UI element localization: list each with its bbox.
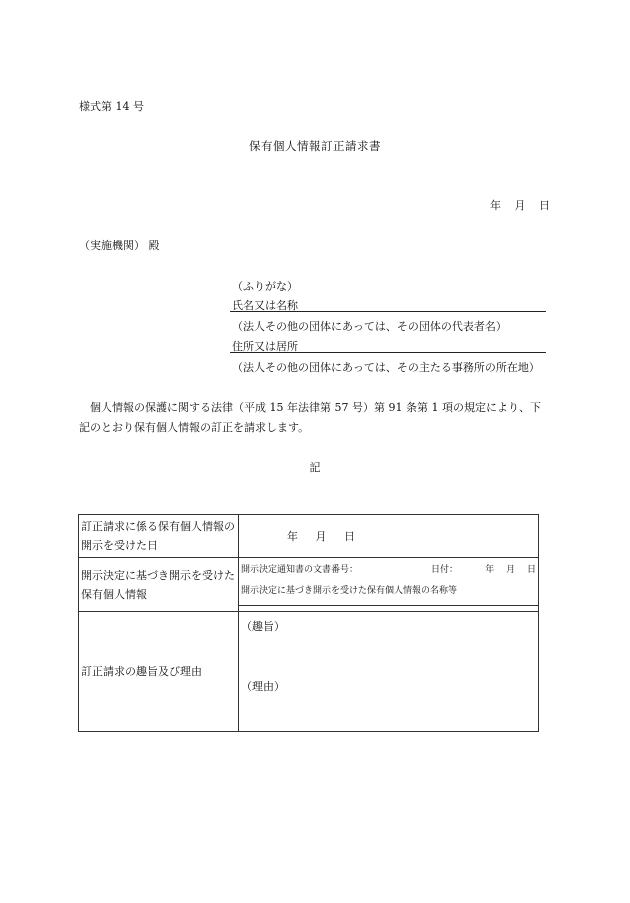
notice-date-label: 日付： — [431, 565, 459, 575]
request-table — [78, 514, 539, 732]
table-row — [79, 515, 539, 558]
request-date-line: 年 月 日 — [490, 199, 550, 212]
notice-number-label: 開示決定通知書の文書番号： — [241, 565, 359, 575]
name-label: 氏名又は名称 — [232, 299, 298, 312]
name-underline — [230, 311, 546, 312]
office-note: （法人その他の団体にあっては、その主たる事務所の所在地） — [232, 361, 540, 374]
reason-label: （理由） — [241, 680, 285, 693]
purpose-reason-label: 訂正請求の趣旨及び理由 — [79, 612, 239, 732]
double-rule — [239, 605, 538, 608]
address-label: 住所又は居所 — [232, 340, 298, 353]
disclosed-info-label: 開示決定に基づき開示を受けた保有個人情報 — [79, 558, 239, 612]
request-statement: 個人情報の保護に関する法律（平成 15 年法律第 57 号）第 91 条第 1 項の規定により、下記のとおり保有個人情報の訂正を請求します。 — [79, 401, 541, 434]
disclosed-info-field[interactable] — [239, 558, 539, 612]
disclosure-date-field[interactable]: 年 月 日 — [239, 515, 539, 558]
notice-date-ymd: 年 月 日 — [485, 565, 536, 575]
representative-note: （法人その他の団体にあっては、その団体の代表者名） — [232, 320, 507, 333]
furigana-label: （ふりがな） — [232, 280, 298, 293]
table-row — [79, 558, 539, 612]
table-row — [79, 612, 539, 732]
info-name-label: 開示決定に基づき開示を受けた保有個人情報の名称等 — [241, 586, 458, 596]
document-title: 保有個人情報訂正請求書 — [249, 139, 381, 153]
ki-heading: 記 — [309, 461, 321, 474]
address-underline — [230, 352, 546, 353]
disclosure-date-label: 訂正請求に係る保有個人情報の開示を受けた日 — [79, 515, 239, 558]
purpose-reason-field[interactable] — [239, 612, 539, 732]
addressee: （実施機関） 殿 — [79, 239, 160, 252]
form-number: 様式第 14 号 — [79, 100, 144, 113]
purpose-label: （趣旨） — [241, 620, 285, 633]
